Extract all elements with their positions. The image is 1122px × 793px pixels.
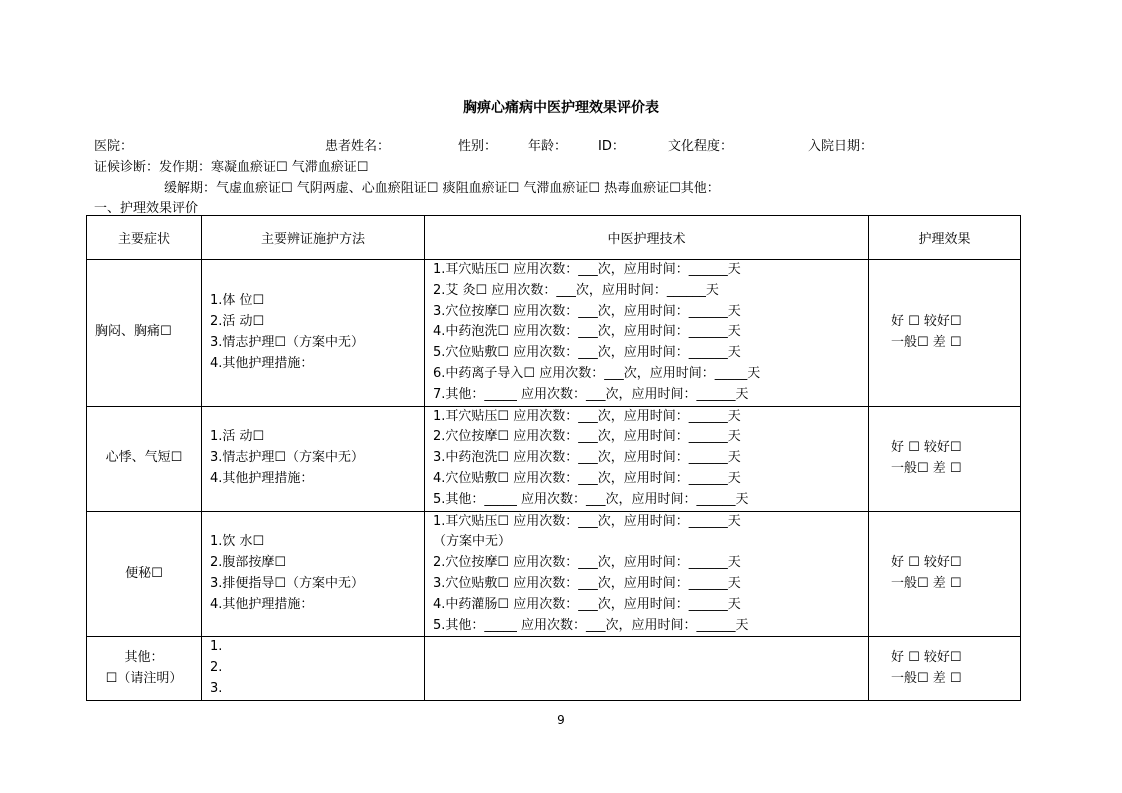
symptom-cell bbox=[87, 260, 202, 407]
list-item: 5.其他：_____ 应用次数：___次，应用时间：______天 bbox=[433, 617, 749, 633]
table-row bbox=[87, 406, 1021, 511]
table-header-row bbox=[87, 216, 1021, 260]
symptom-cell bbox=[87, 406, 202, 511]
list-item: 2.艾 灸☐ 应用次数：___次，应用时间：______天 bbox=[433, 282, 719, 298]
methods-cell bbox=[202, 511, 425, 637]
effect-cell bbox=[869, 511, 1021, 637]
diagnosis-line-1: 证候诊断：发作期：寒凝血瘀证☐ 气滞血瘀证☐ bbox=[94, 160, 369, 175]
list-item: 2.穴位按摩☐ 应用次数：___次，应用时间：______天 bbox=[433, 555, 741, 571]
list-item: 2.穴位按摩☐ 应用次数：___次，应用时间：______天 bbox=[433, 429, 741, 445]
list-item: 3.穴位贴敷☐ 应用次数：___次，应用时间：______天 bbox=[433, 575, 741, 591]
admission-date-label: 入院日期： bbox=[808, 139, 874, 154]
techniques-cell bbox=[425, 511, 869, 637]
header-effect: 护理效果 bbox=[869, 216, 1021, 260]
list-item: （方案中无） bbox=[433, 534, 512, 550]
list-item: 3.排便指导☐（方案中无） bbox=[210, 575, 365, 591]
header-methods: 主要辨证施护方法 bbox=[202, 216, 425, 260]
gender-label: 性别： bbox=[458, 139, 498, 154]
effect-cell bbox=[869, 637, 1021, 700]
education-label: 文化程度： bbox=[668, 139, 734, 154]
list-item: 2.活 动☐ bbox=[210, 313, 265, 329]
table-row bbox=[87, 260, 1021, 407]
techniques-cell bbox=[425, 406, 869, 511]
list-item: 1.饮 水☐ bbox=[210, 534, 265, 550]
list-item: 4.其他护理措施： bbox=[210, 355, 314, 371]
symptom-note: ☐（请注明） bbox=[105, 670, 183, 686]
list-item: 1. bbox=[210, 639, 223, 655]
symptom-cell bbox=[87, 637, 202, 700]
symptom-label: 心悸、气短☐ bbox=[105, 450, 183, 466]
effect-options[interactable]: 一般☐ 差 ☐ bbox=[891, 460, 962, 476]
symptom-cell bbox=[87, 511, 202, 637]
effect-options[interactable]: 好 ☐ 较好☐ bbox=[891, 649, 962, 665]
techniques-cell bbox=[425, 260, 869, 407]
effect-options[interactable]: 一般☐ 差 ☐ bbox=[891, 334, 962, 350]
list-item: 3.穴位按摩☐ 应用次数：___次，应用时间：______天 bbox=[433, 303, 741, 319]
list-item: 7.其他：_____ 应用次数：___次，应用时间：______天 bbox=[433, 386, 749, 402]
section-title: 一、护理效果评价 bbox=[94, 201, 199, 216]
list-item: 2.腹部按摩☐ bbox=[210, 555, 287, 571]
table-row bbox=[87, 637, 1021, 700]
id-label: ID： bbox=[598, 139, 625, 154]
list-item: 1.耳穴贴压☐ 应用次数：___次，应用时间：______天 bbox=[433, 262, 741, 277]
effect-options[interactable]: 好 ☐ 较好☐ bbox=[891, 555, 962, 571]
page-title: 胸痹心痛病中医护理效果评价表 bbox=[463, 100, 659, 116]
list-item: 5.其他：_____ 应用次数：___次，应用时间：______天 bbox=[433, 491, 749, 507]
techniques-cell bbox=[425, 637, 869, 700]
table-row bbox=[87, 511, 1021, 637]
list-item: 1.活 动☐ bbox=[210, 429, 265, 445]
list-item: 1.耳穴贴压☐ 应用次数：___次，应用时间：______天 bbox=[433, 408, 741, 424]
methods-cell bbox=[202, 637, 425, 700]
page-number: 9 bbox=[557, 713, 565, 727]
age-label: 年龄： bbox=[528, 139, 568, 154]
list-item: 4.中药泡洗☐ 应用次数：___次，应用时间：______天 bbox=[433, 324, 741, 340]
list-item: 4.其他护理措施： bbox=[210, 596, 314, 612]
effect-options[interactable]: 好 ☐ 较好☐ bbox=[891, 439, 962, 455]
patient-name-label: 患者姓名： bbox=[325, 139, 391, 154]
hospital-label: 医院： bbox=[94, 139, 134, 154]
list-item: 4.中药灌肠☐ 应用次数：___次，应用时间：______天 bbox=[433, 596, 741, 612]
effect-cell bbox=[869, 406, 1021, 511]
header-techniques: 中医护理技术 bbox=[425, 216, 869, 260]
list-item: 3. bbox=[210, 680, 223, 696]
list-item: 4.其他护理措施： bbox=[210, 470, 314, 486]
methods-cell bbox=[202, 260, 425, 407]
list-item: 1.体 位☐ bbox=[210, 293, 265, 309]
effect-options[interactable]: 一般☐ 差 ☐ bbox=[891, 670, 962, 686]
list-item: 3.情志护理☐（方案中无） bbox=[210, 334, 365, 350]
list-item: 4.穴位贴敷☐ 应用次数：___次，应用时间：______天 bbox=[433, 470, 741, 486]
effect-options[interactable]: 一般☐ 差 ☐ bbox=[891, 575, 962, 591]
evaluation-table bbox=[86, 215, 1021, 701]
methods-cell bbox=[202, 406, 425, 511]
diagnosis-line-2: 缓解期：气虚血瘀证☐ 气阴两虚、心血瘀阻证☐ 痰阻血瘀证☐ 气滞血瘀证☐ 热毒血瘀证☐其他： bbox=[164, 181, 720, 196]
list-item: 1.耳穴贴压☐ 应用次数：___次，应用时间：______天 bbox=[433, 513, 741, 529]
effect-cell bbox=[869, 260, 1021, 407]
list-item: 3.情志护理☐（方案中无） bbox=[210, 450, 365, 466]
list-item: 2. bbox=[210, 660, 223, 676]
header-symptom: 主要症状 bbox=[87, 216, 202, 260]
symptom-label: 便秘☐ bbox=[125, 565, 163, 581]
symptom-label: 胸闷、胸痛☐ bbox=[95, 324, 172, 340]
symptom-label: 其他： bbox=[124, 649, 164, 665]
list-item: 3.中药泡洗☐ 应用次数：___次，应用时间：______天 bbox=[433, 450, 741, 466]
list-item: 5.穴位贴敷☐ 应用次数：___次，应用时间：______天 bbox=[433, 345, 741, 361]
effect-options[interactable]: 好 ☐ 较好☐ bbox=[891, 313, 962, 329]
list-item: 6.中药离子导入☐ 应用次数：___次，应用时间：_____天 bbox=[433, 365, 761, 381]
